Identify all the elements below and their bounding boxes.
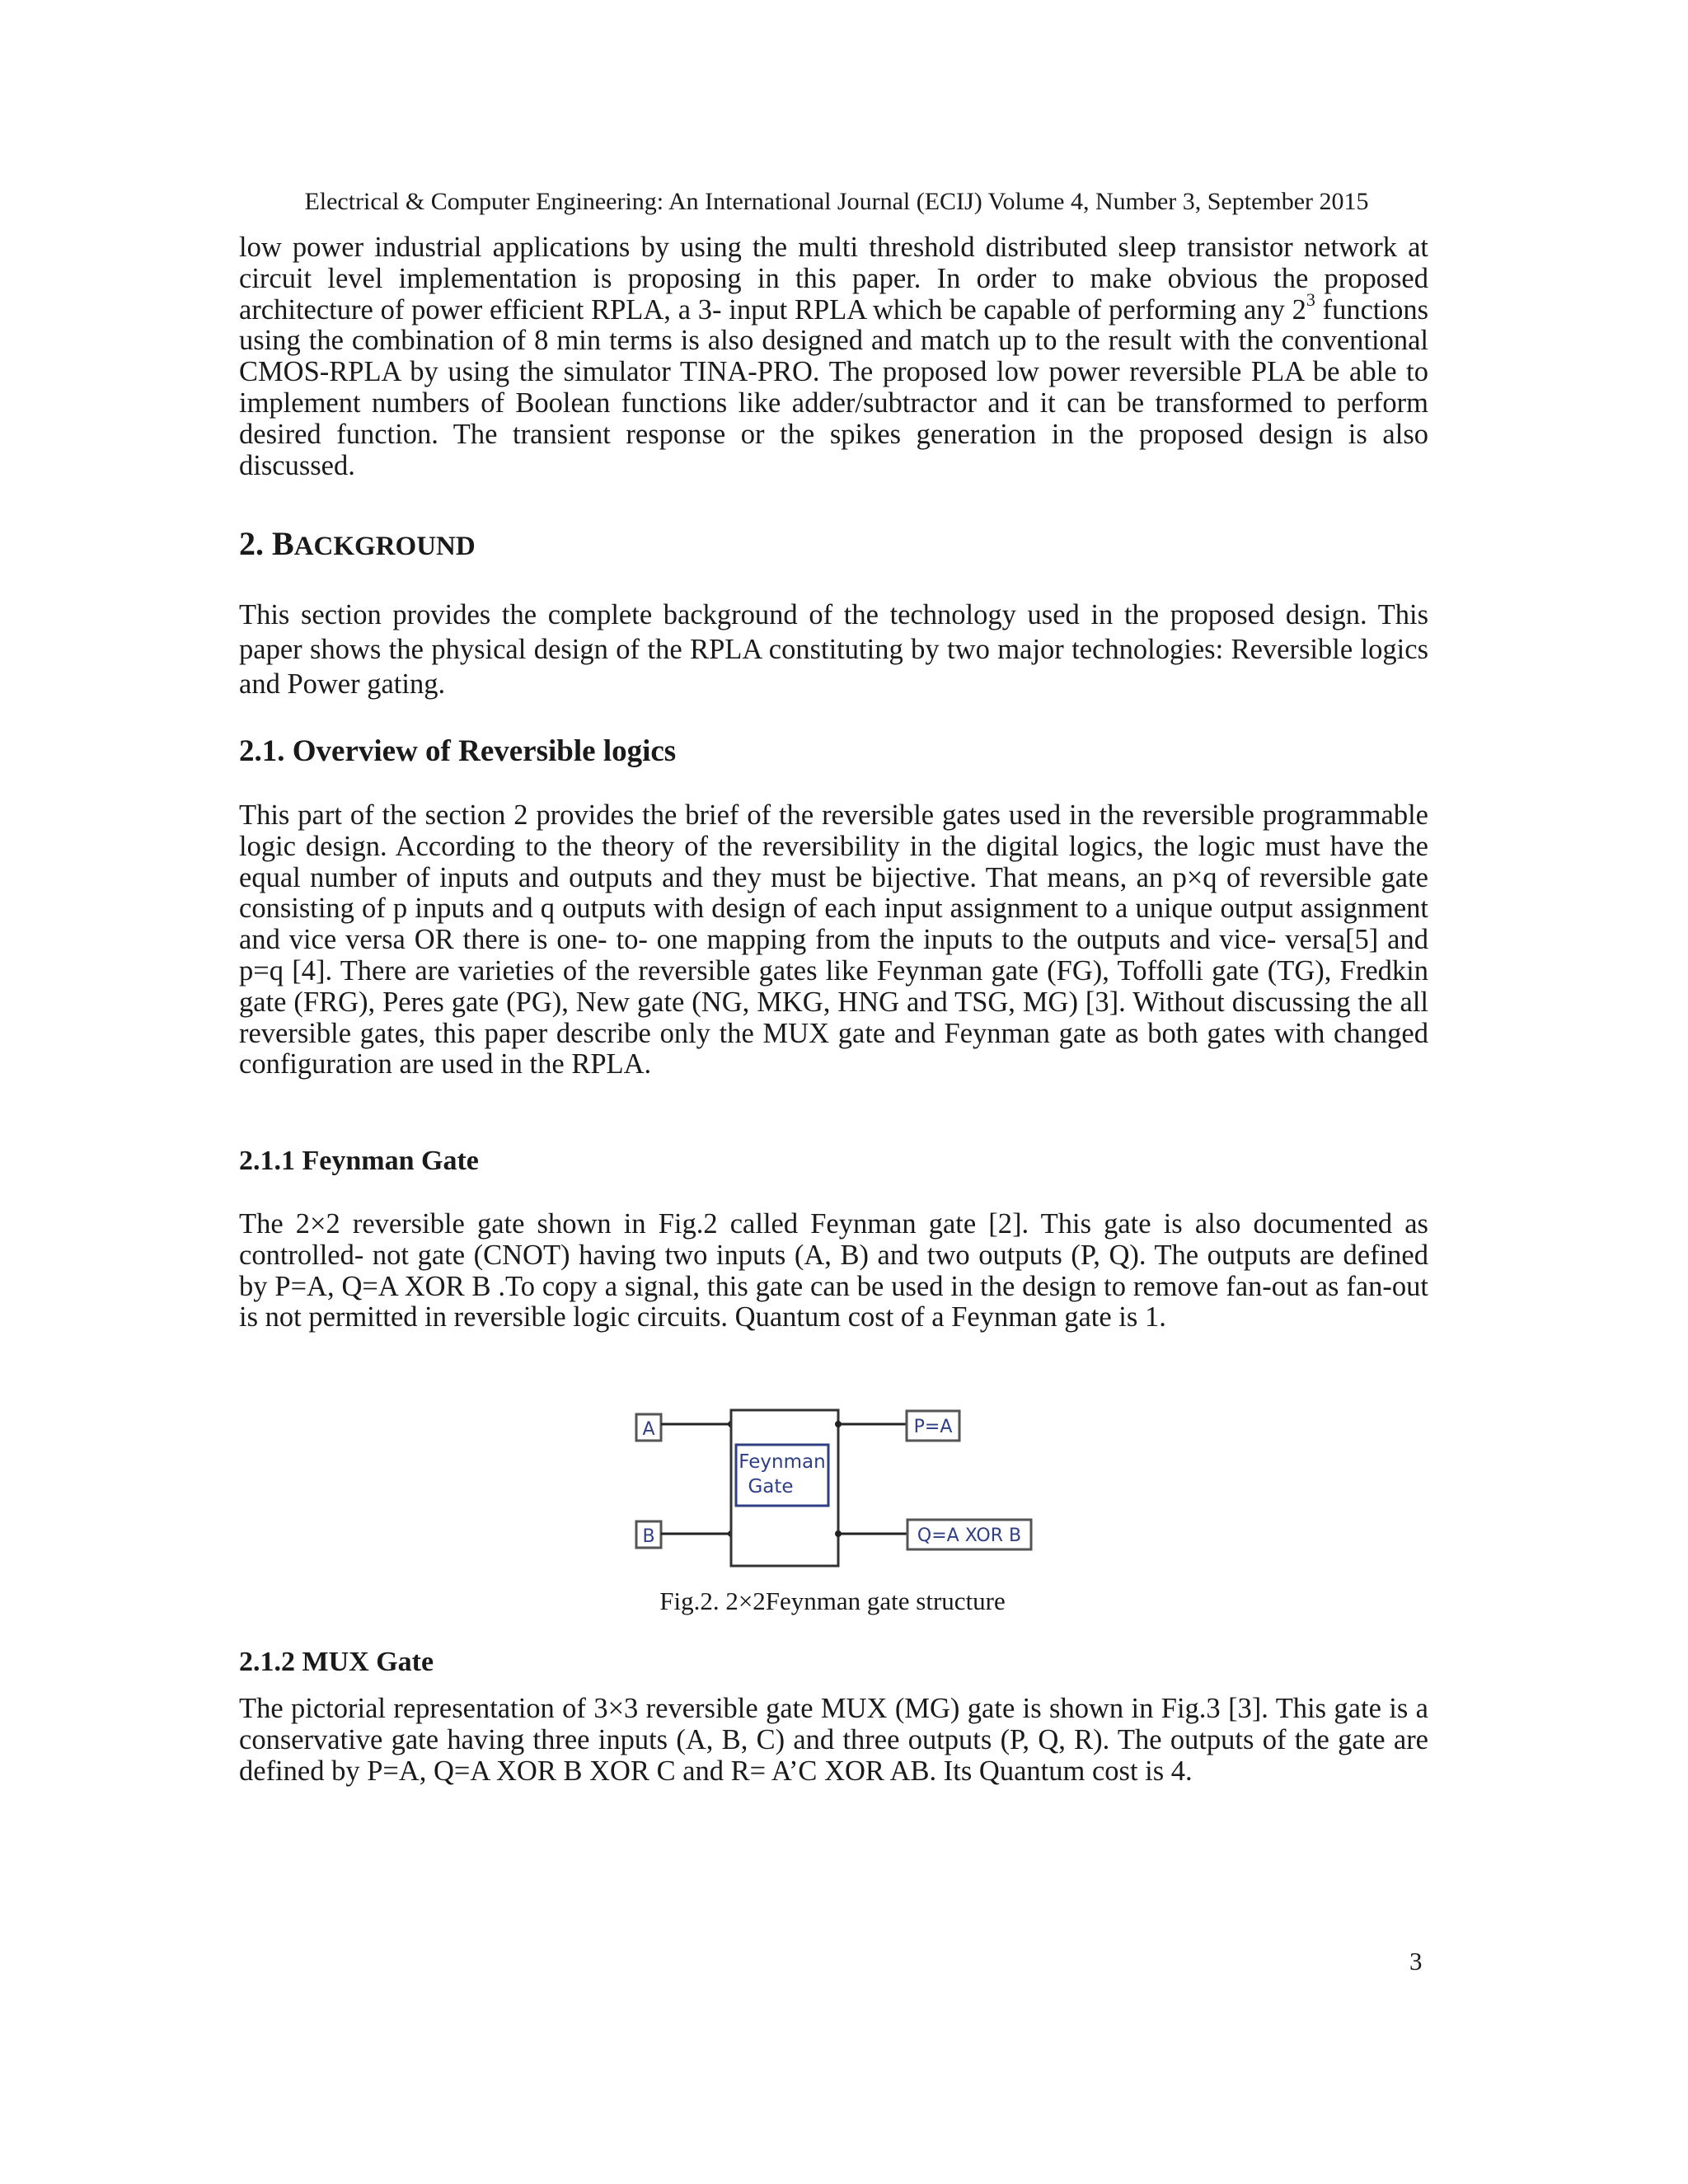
section-2-1-heading-block (239, 733, 1428, 770)
section-2-title-rest: ACKGROUND (293, 532, 476, 561)
intro-text-part1: low power industrial applications by using the multi threshold distributed sleep transistor network at circuit level implementation is proposing in this paper. In order to make obvious the proposed architecture of power efficient RPLA, a 3- input RPLA which be capable of performing any 2 (239, 232, 1428, 326)
feynman-gate-label-line1: Feynman (738, 1451, 826, 1473)
section-2-heading (239, 524, 1428, 566)
input-b-label: B (642, 1526, 655, 1547)
section-2-paragraph: This section provides the complete background of the technology used in the proposed design. This paper shows the physical design of the RPLA constituting by two major technologies: Reversible logics and Power gating. (239, 599, 1428, 700)
section-2-1-2-heading-block (239, 1646, 1428, 1679)
intro-paragraph (239, 232, 1428, 481)
section-2-1-2-heading: 2.1.2 MUX Gate (239, 1647, 434, 1677)
section-2-number: 2. (239, 525, 272, 562)
figure-2-caption: Fig.2. 2×2Feynman gate structure (659, 1586, 1006, 1615)
feynman-gate-figure (626, 1401, 1055, 1574)
section-2-initial: B (272, 525, 294, 562)
feynman-gate-label-line2: Gate (748, 1476, 794, 1497)
section-2-1-body-block (239, 800, 1428, 1080)
section-2-1-2-body-block (239, 1694, 1428, 1787)
section-2-1-1-heading: 2.1.1 Feynman Gate (239, 1146, 479, 1176)
intro-text-part2: functions using the combination of 8 min terms is also designed and match up to the result with the conventional CMOS-RPLA by using the simulator TINA-PRO. The proposed low power reversible PLA be able to implement numbers of Boolean functions like adder/subtractor and it can be transformed to perform desired function. The transient response or the spikes generation in the proposed design is also discussed. (239, 293, 1428, 481)
section-2-1-paragraph: This part of the section 2 provides the brief of the reversible gates used in the reversible programmable logic design. According to the theory of the reversibility in the digital logics, the logic must have the equal number of inputs and outputs and they must be bijective. That means, an p×q of reversible gate consisting of p inputs and q outputs with design of each input assignment to a unique output assignment and vice versa OR there is one- to- one mapping from the inputs to the outputs and vice- versa[5] and p=q [4]. There are varieties of the reversible gates like Feynman gate (FG), Toffolli gate (TG), Fredkin gate (FRG), Peres gate (PG), New gate (NG, MKG, HNG and TSG, MG) [3]. Without discussing the all reversible gates, this paper describe only the MUX gate and Feynman gate as both gates with changed configuration are used in the RPLA. (239, 799, 1428, 1080)
output-p-label: P=A (913, 1417, 953, 1437)
section-2-1-heading: 2.1. Overview of Reversible logics (239, 734, 677, 768)
section-2-1-2-paragraph: The pictorial representation of 3×3 reversible gate MUX (MG) gate is shown in Fig.3 [3]. This gate is a conservative gate having three inputs (A, B, C) and three outputs (P, Q, R). The outputs of the gate are defined by P=A, Q=A XOR B XOR C and R= A’C XOR AB. Its Quantum cost is 4. (239, 1693, 1428, 1787)
output-q-label: Q=A XOR B (917, 1526, 1022, 1546)
section-2-1-1-paragraph: The 2×2 reversible gate shown in Fig.2 called Feynman gate [2]. This gate is also documented as controlled- not gate (CNOT) having two inputs (A, B) and two outputs (P, Q). The outputs are defined by P=A, Q=A XOR B .To copy a signal, this gate can be used in the design to remove fan-out as fan-out is not permitted in reversible logic circuits. Quantum cost of a Feynman gate is 1. (239, 1208, 1428, 1333)
page-number: 3 (1409, 1947, 1423, 1975)
section-2-1-1-heading-block (239, 1145, 1428, 1178)
input-a-label: A (642, 1419, 655, 1440)
section-2-heading-block (239, 524, 1428, 566)
intro-paragraph-block (239, 232, 1428, 481)
section-2-1-1-body-block (239, 1209, 1428, 1333)
journal-running-header: Electrical & Computer Engineering: An International Journal (ECIJ) Volume 4, Number 3, September 2015 (304, 188, 1369, 215)
intro-superscript: 3 (1306, 289, 1315, 311)
section-2-body-block (239, 598, 1428, 701)
